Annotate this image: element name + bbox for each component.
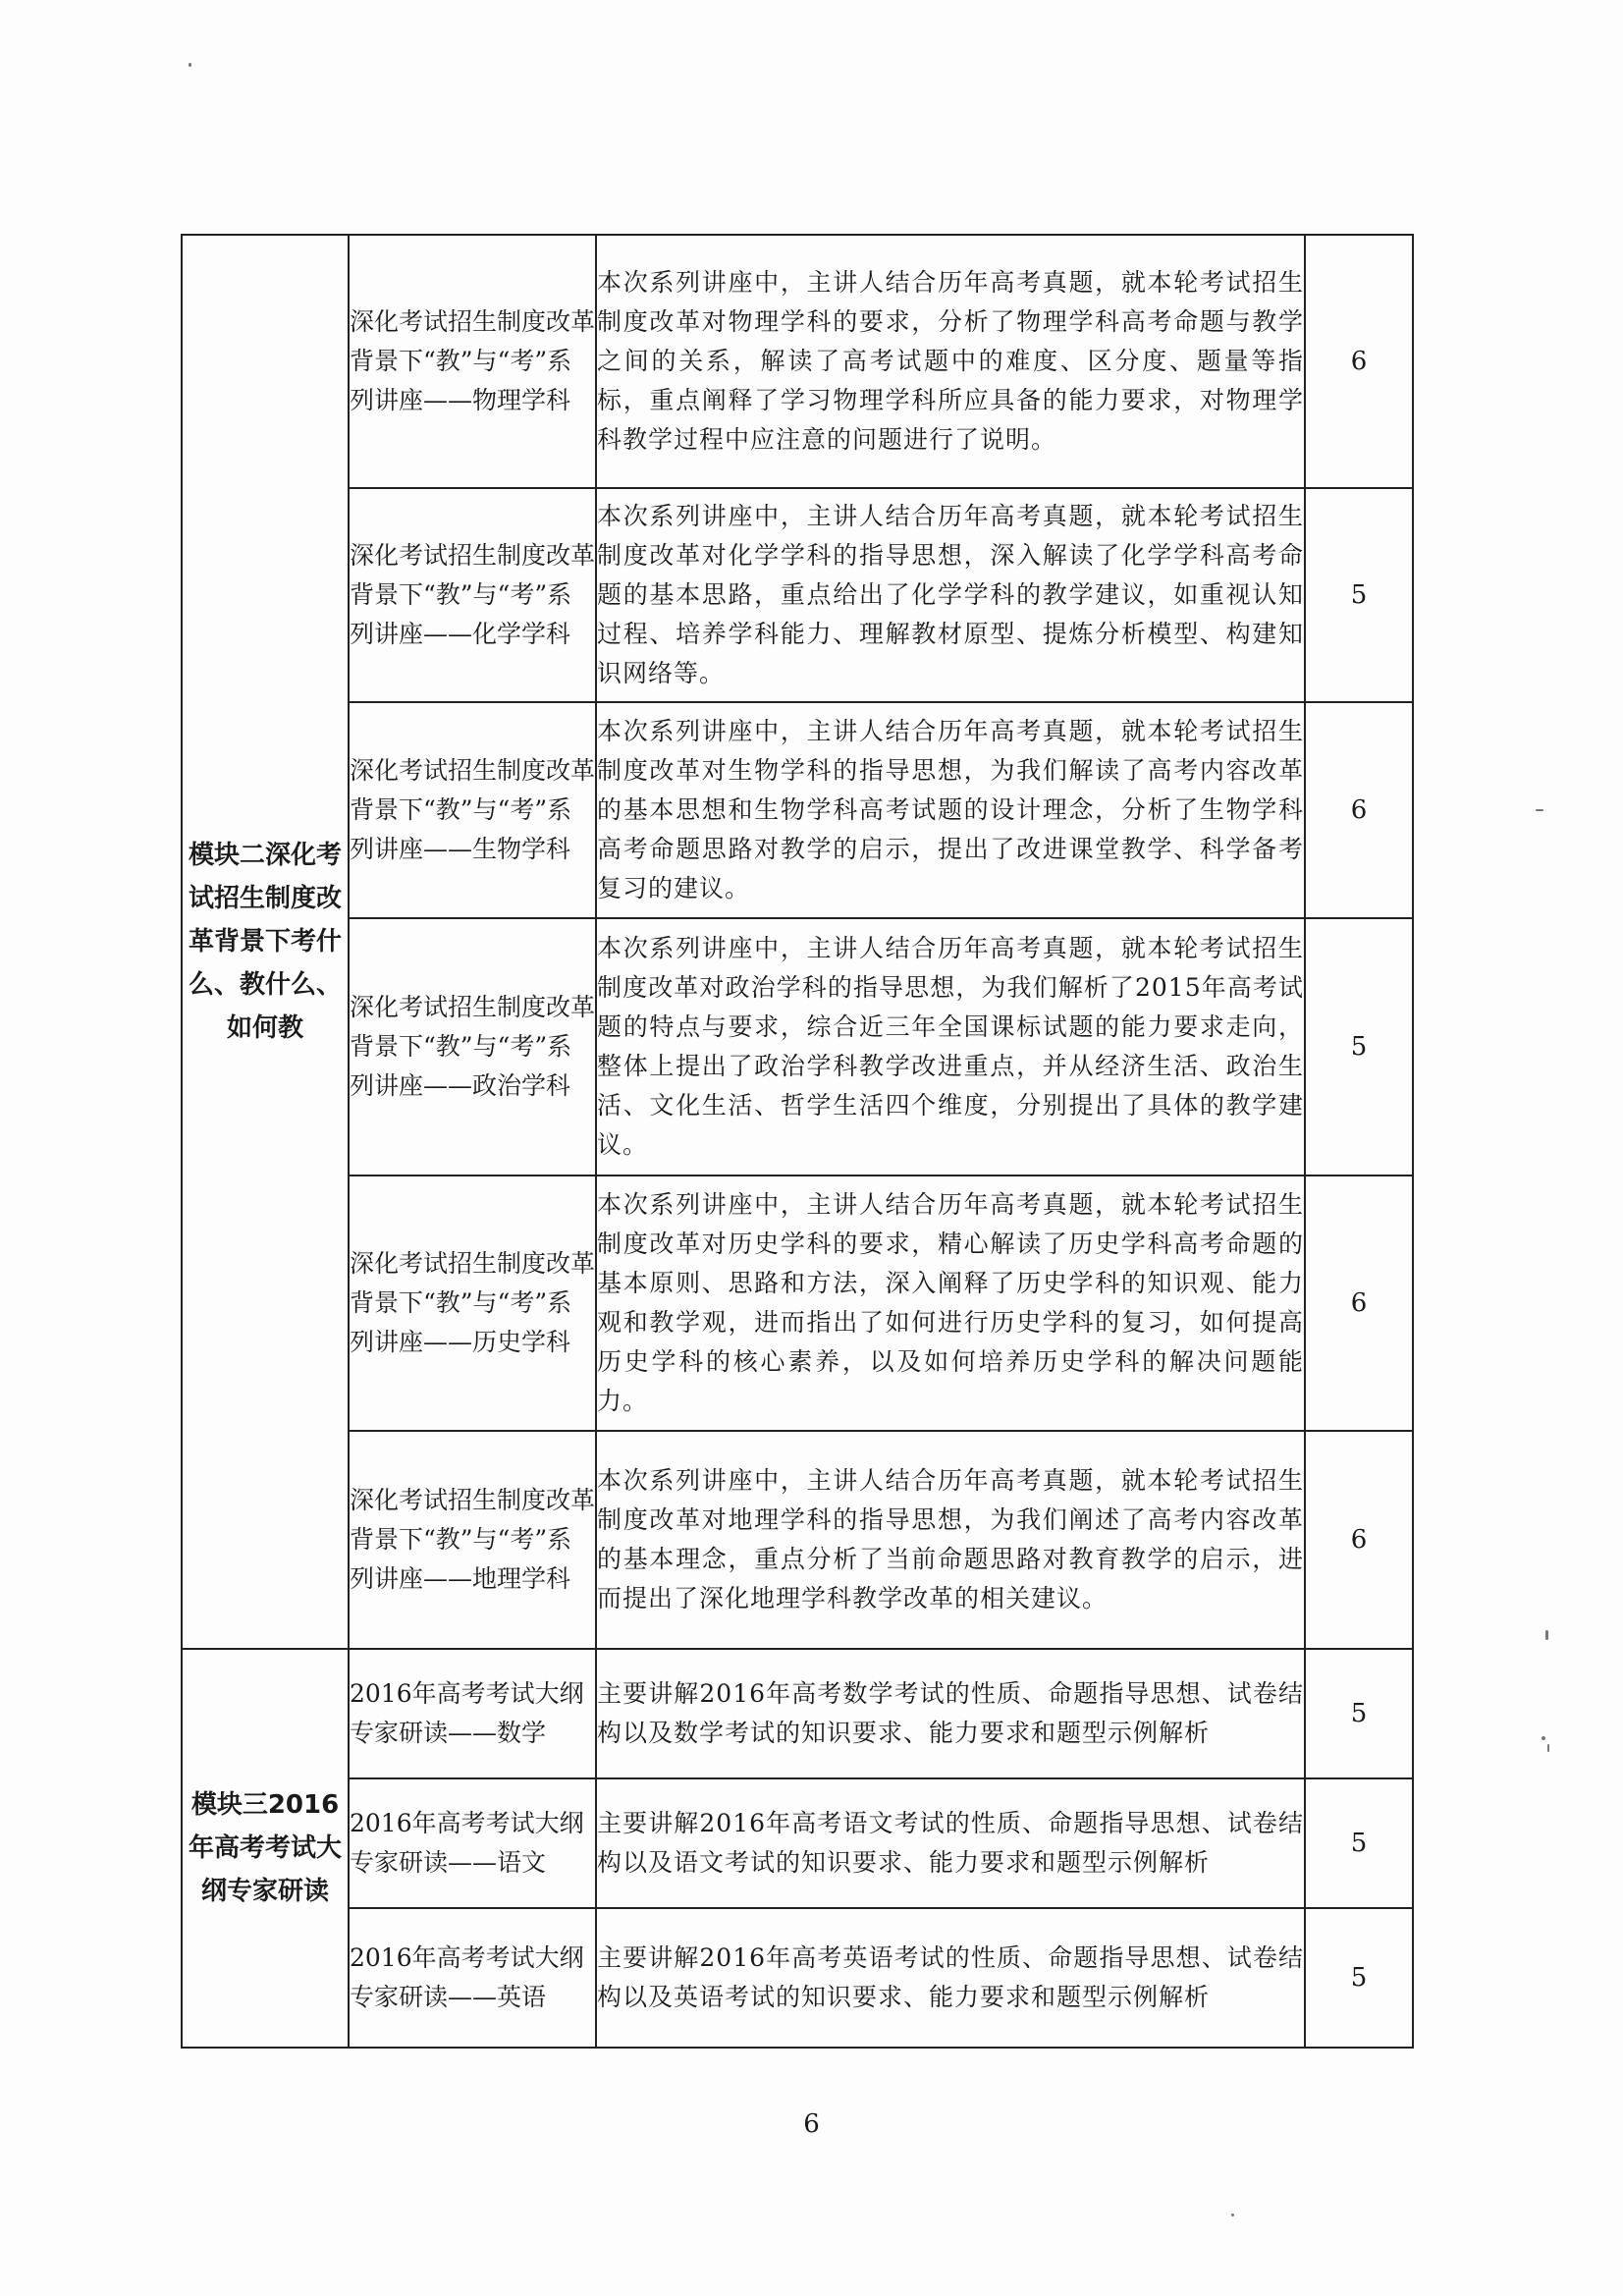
course-hours: 6 xyxy=(1305,235,1413,488)
table-row xyxy=(182,1431,1413,1649)
course-hours: 5 xyxy=(1305,1649,1413,1778)
course-title: 深化考试招生制度改革背景下“教”与“考”系列讲座——物理学科 xyxy=(349,235,596,488)
course-description: 本次系列讲座中，主讲人结合历年高考真题，就本轮考试招生制度改革对历史学科的要求，精心解读了历史学科高考命题的基本原则、思路和方法，深入阐释了历史学科的知识观、能力观和教学观，进而指出了如何进行历史学科的复习，如何提高历史学科的核心素养，以及如何培养历史学科的解决问题能力。 xyxy=(596,1175,1305,1431)
module-cell: 模块三2016年高考考试大纲专家研读 xyxy=(182,1649,349,2048)
table-row xyxy=(182,702,1413,918)
scan-speck xyxy=(1231,2214,1234,2216)
course-table xyxy=(181,234,1414,2049)
course-hours: 6 xyxy=(1305,702,1413,918)
course-description: 本次系列讲座中，主讲人结合历年高考真题，就本轮考试招生制度改革对生物学科的指导思想，为我们解读了高考内容改革的基本思想和生物学科高考试题的设计理念，分析了生物学科高考命题思路对教学的启示，提出了改进课堂教学、科学备考复习的建议。 xyxy=(596,702,1305,918)
course-description: 主要讲解2016年高考英语考试的性质、命题指导思想、试卷结构以及英语考试的知识要求、能力要求和题型示例解析 xyxy=(596,1908,1305,2048)
table-row xyxy=(182,1778,1413,1908)
scan-speck xyxy=(1547,1744,1549,1752)
course-hours: 5 xyxy=(1305,488,1413,702)
scan-speck xyxy=(1545,1630,1548,1640)
scan-speck xyxy=(1536,809,1543,811)
course-title: 深化考试招生制度改革背景下“教”与“考”系列讲座——政治学科 xyxy=(349,918,596,1175)
course-description: 本次系列讲座中，主讲人结合历年高考真题，就本轮考试招生制度改革对政治学科的指导思想，为我们解析了2015年高考试题的特点与要求，综合近三年全国课标试题的能力要求走向，整体上提出了政治学科教学改进重点，并从经济生活、政治生活、文化生活、哲学生活四个维度，分别提出了具体的教学建议。 xyxy=(596,918,1305,1175)
table-row xyxy=(182,235,1413,488)
course-title: 2016年高考考试大纲专家研读——语文 xyxy=(349,1778,596,1908)
course-title: 深化考试招生制度改革背景下“教”与“考”系列讲座——化学学科 xyxy=(349,488,596,702)
course-description: 本次系列讲座中，主讲人结合历年高考真题，就本轮考试招生制度改革对地理学科的指导思想，为我们阐述了高考内容改革的基本理念，重点分析了当前命题思路对教育教学的启示，进而提出了深化地理学科教学改革的相关建议。 xyxy=(596,1431,1305,1649)
course-hours: 6 xyxy=(1305,1431,1413,1649)
table-row xyxy=(182,1908,1413,2048)
course-title: 深化考试招生制度改革背景下“教”与“考”系列讲座——历史学科 xyxy=(349,1175,596,1431)
table-row xyxy=(182,918,1413,1175)
course-description: 主要讲解2016年高考语文考试的性质、命题指导思想、试卷结构以及语文考试的知识要求、能力要求和题型示例解析 xyxy=(596,1778,1305,1908)
course-description: 本次系列讲座中，主讲人结合历年高考真题，就本轮考试招生制度改革对物理学科的要求，分析了物理学科高考命题与教学之间的关系，解读了高考试题中的难度、区分度、题量等指标，重点阐释了学习物理学科所应具备的能力要求，对物理学科教学过程中应注意的问题进行了说明。 xyxy=(596,235,1305,488)
course-title: 深化考试招生制度改革背景下“教”与“考”系列讲座——地理学科 xyxy=(349,1431,596,1649)
course-title: 深化考试招生制度改革背景下“教”与“考”系列讲座——生物学科 xyxy=(349,702,596,918)
page-number: 6 xyxy=(803,2109,820,2139)
module-cell: 模块二深化考试招生制度改革背景下考什么、教什么、如何教 xyxy=(182,235,349,1649)
course-description: 主要讲解2016年高考数学考试的性质、命题指导思想、试卷结构以及数学考试的知识要求、能力要求和题型示例解析 xyxy=(596,1649,1305,1778)
course-hours: 5 xyxy=(1305,918,1413,1175)
table-row xyxy=(182,488,1413,702)
course-title: 2016年高考考试大纲专家研读——数学 xyxy=(349,1649,596,1778)
course-hours: 6 xyxy=(1305,1175,1413,1431)
scan-speck xyxy=(189,63,191,67)
course-hours: 5 xyxy=(1305,1778,1413,1908)
table-row xyxy=(182,1649,1413,1778)
table-row xyxy=(182,1175,1413,1431)
course-title: 2016年高考考试大纲专家研读——英语 xyxy=(349,1908,596,2048)
scan-speck xyxy=(1542,1736,1545,1740)
course-description: 本次系列讲座中，主讲人结合历年高考真题，就本轮考试招生制度改革对化学学科的指导思想，深入解读了化学学科高考命题的基本思路，重点给出了化学学科的教学建议，如重视认知过程、培养学科能力、理解教材原型、提炼分析模型、构建知识网络等。 xyxy=(596,488,1305,702)
course-hours: 5 xyxy=(1305,1908,1413,2048)
